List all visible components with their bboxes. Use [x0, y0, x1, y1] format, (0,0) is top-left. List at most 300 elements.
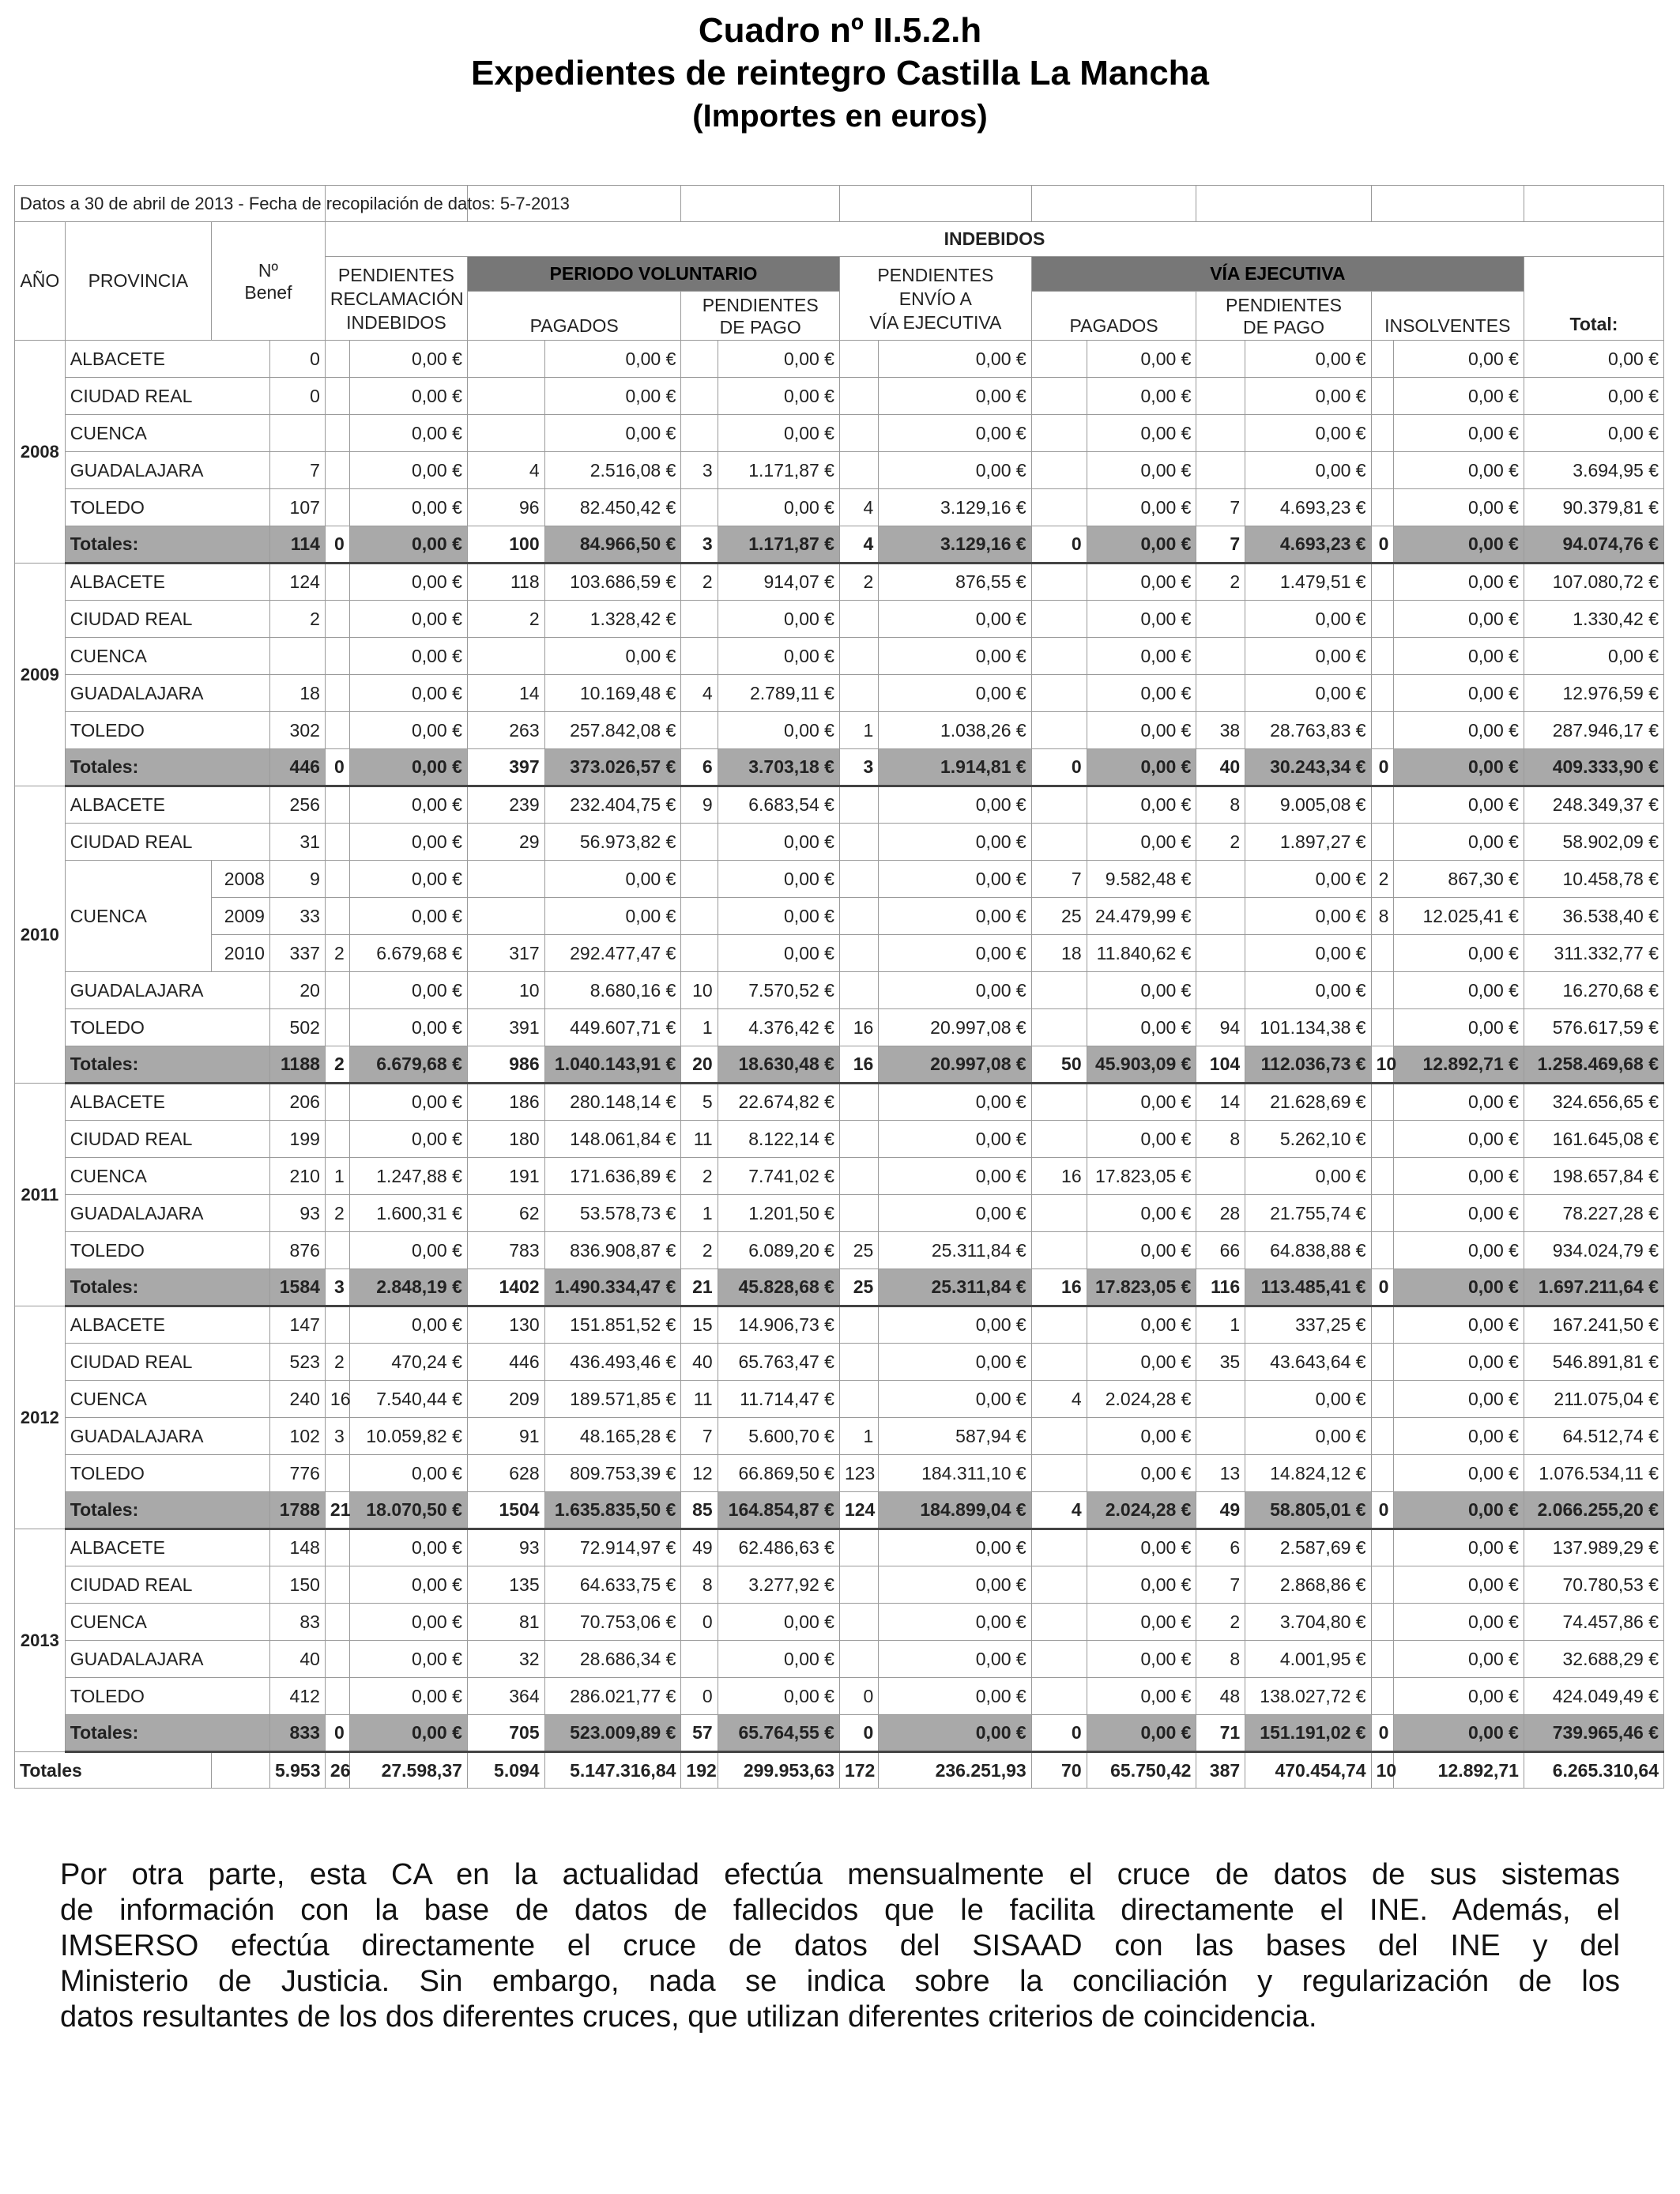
year-totals-row [15, 1269, 1664, 1306]
totals-nbenef-cell: 1188 [269, 1046, 325, 1084]
pend-recl-count-cell [325, 861, 349, 898]
pend-pago-ve-count-cell: 7 [1196, 1566, 1245, 1604]
totals-pend-recl-amount: 18.070,50 € [349, 1492, 467, 1529]
row-total-cell: 16.270,68 € [1524, 972, 1663, 1009]
table-row [15, 1418, 1664, 1455]
pend-recl-amount-cell: 0,00 € [349, 489, 467, 526]
totals-pend-envio-count: 0 [839, 1715, 878, 1752]
pend-envio-amount-cell: 0,00 € [879, 1306, 1031, 1344]
pend-pago-ve-amount-cell: 0,00 € [1245, 861, 1371, 898]
insolventes-amount-cell: 0,00 € [1394, 1455, 1524, 1492]
row-total-cell: 576.617,59 € [1524, 1009, 1663, 1046]
pend-recl-count-cell [325, 415, 349, 452]
insolventes-amount-cell: 0,00 € [1394, 638, 1524, 675]
insolventes-amount-cell: 0,00 € [1394, 564, 1524, 601]
insolventes-amount-cell: 0,00 € [1394, 972, 1524, 1009]
totals-pagados-count: 705 [467, 1715, 544, 1752]
pend-envio-amount-cell: 0,00 € [879, 675, 1031, 712]
insolventes-amount-cell: 0,00 € [1394, 601, 1524, 638]
nbenef-cell: 102 [269, 1418, 325, 1455]
insolventes-count-cell [1371, 712, 1394, 749]
pend-pago-ve-amount-cell: 0,00 € [1245, 675, 1371, 712]
row-total-cell: 287.946,17 € [1524, 712, 1663, 749]
insolventes-count-cell [1371, 824, 1394, 861]
pend-pago-count-cell: 0 [681, 1678, 718, 1715]
pend-pago-count-cell [681, 861, 718, 898]
insolventes-amount-cell: 0,00 € [1394, 1344, 1524, 1381]
totals-insolventes-amount: 0,00 € [1394, 1269, 1524, 1306]
pend-recl-count-cell: 2 [325, 1195, 349, 1232]
insolventes-amount-cell: 0,00 € [1394, 1418, 1524, 1455]
col-header-nbenef-l1: Nº [258, 259, 278, 281]
totals-pend-envio-count: 4 [839, 526, 878, 564]
nbenef-cell [269, 415, 325, 452]
table-row [15, 341, 1664, 378]
pend-recl-count-cell [325, 452, 349, 489]
row-total-cell: 546.891,81 € [1524, 1344, 1663, 1381]
pend-recl-amount-cell: 0,00 € [349, 1566, 467, 1604]
page-subtitle: Expedientes de reintegro Castilla La Mancha [470, 54, 1210, 92]
province-cell: CUENCA [65, 638, 269, 675]
pagados-count-cell: 191 [467, 1158, 544, 1195]
pend-pago-amount-cell: 11.714,47 € [718, 1381, 839, 1418]
pend-recl-count-cell [325, 1455, 349, 1492]
totals-pend-pago-amount: 3.703,18 € [718, 749, 839, 786]
grand-pagados-ve-amount: 65.750,42 [1087, 1752, 1196, 1789]
row-total-cell: 0,00 € [1524, 378, 1663, 415]
pend-pago-ve-count-cell [1196, 1381, 1245, 1418]
province-cell: CUENCA [65, 1158, 269, 1195]
insolventes-count-cell [1371, 786, 1394, 824]
pend-recl-amount-cell: 0,00 € [349, 861, 467, 898]
pend-pago-count-cell: 8 [681, 1566, 718, 1604]
pagados-ve-count-cell [1031, 824, 1087, 861]
pend-recl-amount-cell: 0,00 € [349, 341, 467, 378]
table-row [15, 1566, 1664, 1604]
province-cell: GUADALAJARA [65, 675, 269, 712]
pend-pago-amount-cell: 2.789,11 € [718, 675, 839, 712]
totals-pend-recl-count: 0 [325, 526, 349, 564]
row-total-cell: 211.075,04 € [1524, 1381, 1663, 1418]
pagados-count-cell: 186 [467, 1084, 544, 1121]
totals-insolventes-amount: 0,00 € [1394, 1492, 1524, 1529]
pagados-ve-count-cell [1031, 1232, 1087, 1269]
table-row [15, 601, 1664, 638]
pagados-amount-cell: 70.753,06 € [544, 1604, 681, 1641]
page-title: Cuadro nº II.5.2.h [698, 11, 982, 50]
totals-pend-pago-count: 20 [681, 1046, 718, 1084]
pagados-amount-cell: 72.914,97 € [544, 1529, 681, 1566]
row-total-cell: 74.457,86 € [1524, 1604, 1663, 1641]
pend-recl-count-cell [325, 786, 349, 824]
col-header-pend-envio-l3: VÍA EJECUTIVA [869, 311, 1002, 333]
pend-pago-count-cell: 1 [681, 1195, 718, 1232]
pend-envio-amount-cell: 0,00 € [879, 1529, 1031, 1566]
nbenef-cell: 206 [269, 1084, 325, 1121]
pend-pago-ve-amount-cell: 5.262,10 € [1245, 1121, 1371, 1158]
pagados-amount-cell: 103.686,59 € [544, 564, 681, 601]
table-row [15, 1084, 1664, 1121]
nbenef-cell: 776 [269, 1455, 325, 1492]
pend-pago-ve-count-cell [1196, 675, 1245, 712]
col-header-pend-pago [681, 292, 840, 341]
pagados-amount-cell: 436.493,46 € [544, 1344, 681, 1381]
nbenef-cell: 502 [269, 1009, 325, 1046]
pend-pago-count-cell: 0 [681, 1604, 718, 1641]
pend-pago-count-cell [681, 341, 718, 378]
pend-pago-amount-cell: 914,07 € [718, 564, 839, 601]
pend-envio-count-cell [839, 786, 878, 824]
table-row [15, 712, 1664, 749]
pend-pago-ve-count-cell [1196, 935, 1245, 972]
pagados-count-cell [467, 898, 544, 935]
pagados-count-cell: 10 [467, 972, 544, 1009]
pend-recl-count-cell [325, 489, 349, 526]
pagados-amount-cell: 171.636,89 € [544, 1158, 681, 1195]
insolventes-amount-cell: 0,00 € [1394, 452, 1524, 489]
pend-pago-amount-cell: 22.674,82 € [718, 1084, 839, 1121]
pend-pago-amount-cell: 0,00 € [718, 712, 839, 749]
col-header-nbenef [211, 222, 325, 341]
pend-envio-count-cell [839, 341, 878, 378]
pend-envio-amount-cell: 0,00 € [879, 1121, 1031, 1158]
totals-pend-pago-ve-count: 104 [1196, 1046, 1245, 1084]
pagados-ve-count-cell: 4 [1031, 1381, 1087, 1418]
totals-pagados-count: 986 [467, 1046, 544, 1084]
nbenef-cell: 210 [269, 1158, 325, 1195]
pend-envio-amount-cell: 0,00 € [879, 341, 1031, 378]
totals-pagados-ve-amount: 45.903,09 € [1087, 1046, 1196, 1084]
table-row [15, 1641, 1664, 1678]
insolventes-amount-cell: 0,00 € [1394, 1529, 1524, 1566]
nbenef-cell: 107 [269, 489, 325, 526]
insolventes-amount-cell: 0,00 € [1394, 341, 1524, 378]
col-header-total: Total: [1524, 257, 1663, 341]
province-cell: CUENCA [65, 861, 211, 972]
pend-envio-count-cell [839, 935, 878, 972]
pagados-count-cell: 62 [467, 1195, 544, 1232]
col-header-pagados: PAGADOS [467, 292, 681, 341]
insolventes-count-cell [1371, 1455, 1394, 1492]
totals-pend-pago-ve-count: 7 [1196, 526, 1245, 564]
pend-recl-amount-cell: 0,00 € [349, 601, 467, 638]
insolventes-count-cell [1371, 1678, 1394, 1715]
totals-pagados-ve-count: 0 [1031, 1715, 1087, 1752]
insolventes-amount-cell: 0,00 € [1394, 1566, 1524, 1604]
subyear-cell: 2008 [211, 861, 269, 898]
province-cell: TOLEDO [65, 1455, 269, 1492]
pagados-ve-count-cell [1031, 675, 1087, 712]
col-header-nbenef-l2: Benef [244, 281, 292, 303]
pend-recl-count-cell [325, 378, 349, 415]
col-header-periodo-voluntario: PERIODO VOLUNTARIO [467, 257, 839, 292]
province-cell: ALBACETE [65, 1084, 269, 1121]
insolventes-count-cell [1371, 452, 1394, 489]
totals-nbenef-cell: 114 [269, 526, 325, 564]
pagados-ve-amount-cell: 11.840,62 € [1087, 935, 1196, 972]
pend-pago-amount-cell: 5.600,70 € [718, 1418, 839, 1455]
pagados-amount-cell: 449.607,71 € [544, 1009, 681, 1046]
pagados-amount-cell: 809.753,39 € [544, 1455, 681, 1492]
totals-pend-recl-count: 3 [325, 1269, 349, 1306]
pend-recl-amount-cell: 0,00 € [349, 564, 467, 601]
insolventes-count-cell [1371, 378, 1394, 415]
grand-pend-envio-count: 172 [839, 1752, 878, 1789]
pend-envio-amount-cell: 0,00 € [879, 638, 1031, 675]
province-cell: TOLEDO [65, 1009, 269, 1046]
province-cell: CUENCA [65, 415, 269, 452]
pagados-amount-cell: 0,00 € [544, 638, 681, 675]
pend-envio-count-cell [839, 452, 878, 489]
insolventes-count-cell [1371, 1195, 1394, 1232]
row-total-cell: 324.656,65 € [1524, 1084, 1663, 1121]
pend-envio-amount-cell: 0,00 € [879, 452, 1031, 489]
totals-pagados-ve-amount: 0,00 € [1087, 1715, 1196, 1752]
insolventes-amount-cell: 0,00 € [1394, 1158, 1524, 1195]
pagados-ve-amount-cell: 0,00 € [1087, 824, 1196, 861]
pagados-ve-count-cell: 18 [1031, 935, 1087, 972]
pagados-count-cell: 81 [467, 1604, 544, 1641]
pend-recl-count-cell [325, 1232, 349, 1269]
pend-recl-count-cell [325, 341, 349, 378]
insolventes-amount-cell: 0,00 € [1394, 1381, 1524, 1418]
totals-pagados-ve-amount: 2.024,28 € [1087, 1492, 1196, 1529]
row-total-cell: 0,00 € [1524, 638, 1663, 675]
province-cell: TOLEDO [65, 1232, 269, 1269]
insolventes-amount-cell: 0,00 € [1394, 1084, 1524, 1121]
row-total-cell: 32.688,29 € [1524, 1641, 1663, 1678]
pend-recl-amount-cell: 0,00 € [349, 378, 467, 415]
pend-pago-ve-amount-cell: 0,00 € [1245, 452, 1371, 489]
pagados-ve-amount-cell: 0,00 € [1087, 1529, 1196, 1566]
table-row [15, 1232, 1664, 1269]
pend-recl-count-cell: 1 [325, 1158, 349, 1195]
pend-pago-count-cell: 15 [681, 1306, 718, 1344]
pend-pago-ve-amount-cell: 0,00 € [1245, 378, 1371, 415]
grand-pagados-count: 5.094 [467, 1752, 544, 1789]
pend-pago-count-cell [681, 935, 718, 972]
insolventes-count-cell [1371, 638, 1394, 675]
pend-recl-count-cell [325, 1009, 349, 1046]
pend-envio-amount-cell: 0,00 € [879, 898, 1031, 935]
pagados-amount-cell: 286.021,77 € [544, 1678, 681, 1715]
table-row [15, 1529, 1664, 1566]
province-cell: CIUDAD REAL [65, 824, 269, 861]
nbenef-cell: 93 [269, 1195, 325, 1232]
pend-pago-ve-count-cell [1196, 638, 1245, 675]
totals-pend-pago-ve-amount: 58.805,01 € [1245, 1492, 1371, 1529]
totals-pend-envio-count: 25 [839, 1269, 878, 1306]
pend-recl-count-cell [325, 1121, 349, 1158]
insolventes-count-cell [1371, 1344, 1394, 1381]
pagados-ve-count-cell [1031, 1641, 1087, 1678]
totals-row-total: 1.697.211,64 € [1524, 1269, 1663, 1306]
table-row [15, 1344, 1664, 1381]
pagados-ve-count-cell [1031, 712, 1087, 749]
insolventes-amount-cell: 0,00 € [1394, 1604, 1524, 1641]
totals-label: Totales: [65, 749, 269, 786]
pend-recl-amount-cell: 0,00 € [349, 638, 467, 675]
pend-pago-ve-count-cell [1196, 601, 1245, 638]
totals-row-total: 739.965,46 € [1524, 1715, 1663, 1752]
row-total-cell: 1.076.534,11 € [1524, 1455, 1663, 1492]
totals-pend-pago-count: 6 [681, 749, 718, 786]
pend-pago-count-cell [681, 824, 718, 861]
province-cell: CUENCA [65, 1604, 269, 1641]
grand-pagados-ve-count: 70 [1031, 1752, 1087, 1789]
pend-pago-ve-count-cell: 2 [1196, 1604, 1245, 1641]
pend-pago-amount-cell: 0,00 € [718, 415, 839, 452]
pagados-count-cell: 91 [467, 1418, 544, 1455]
pend-recl-count-cell [325, 824, 349, 861]
totals-pend-envio-count: 124 [839, 1492, 878, 1529]
totals-label: Totales: [65, 1715, 269, 1752]
pagados-ve-amount-cell: 0,00 € [1087, 1641, 1196, 1678]
pagados-ve-count-cell [1031, 786, 1087, 824]
pend-envio-amount-cell: 0,00 € [879, 1641, 1031, 1678]
row-total-cell: 10.458,78 € [1524, 861, 1663, 898]
nbenef-cell: 18 [269, 675, 325, 712]
insolventes-count-cell [1371, 564, 1394, 601]
pend-pago-amount-cell: 6.683,54 € [718, 786, 839, 824]
pend-envio-amount-cell: 0,00 € [879, 1084, 1031, 1121]
pagados-ve-count-cell [1031, 1566, 1087, 1604]
pend-pago-ve-count-cell: 14 [1196, 1084, 1245, 1121]
totals-pend-pago-ve-amount: 113.485,41 € [1245, 1269, 1371, 1306]
totals-nbenef-cell: 1788 [269, 1492, 325, 1529]
pend-pago-ve-count-cell [1196, 341, 1245, 378]
nbenef-cell: 302 [269, 712, 325, 749]
pend-recl-amount-cell: 6.679,68 € [349, 935, 467, 972]
pend-pago-amount-cell: 0,00 € [718, 824, 839, 861]
pend-pago-ve-amount-cell: 4.693,23 € [1245, 489, 1371, 526]
table-row [15, 638, 1664, 675]
pagados-count-cell: 4 [467, 452, 544, 489]
nbenef-cell: 412 [269, 1678, 325, 1715]
body-paragraph [60, 1857, 1620, 2035]
pagados-amount-cell: 10.169,48 € [544, 675, 681, 712]
table-row [15, 786, 1664, 824]
insolventes-count-cell [1371, 1121, 1394, 1158]
pend-pago-count-cell: 11 [681, 1121, 718, 1158]
year-totals-row [15, 526, 1664, 564]
pend-pago-ve-count-cell: 48 [1196, 1678, 1245, 1715]
pagados-ve-amount-cell: 0,00 € [1087, 489, 1196, 526]
nbenef-cell: 337 [269, 935, 325, 972]
pend-pago-ve-count-cell: 8 [1196, 786, 1245, 824]
province-cell: CIUDAD REAL [65, 378, 269, 415]
insolventes-count-cell: 2 [1371, 861, 1394, 898]
province-cell: GUADALAJARA [65, 452, 269, 489]
pend-pago-amount-cell: 0,00 € [718, 489, 839, 526]
pagados-ve-count-cell [1031, 1084, 1087, 1121]
pagados-amount-cell: 151.851,52 € [544, 1306, 681, 1344]
pagados-amount-cell: 0,00 € [544, 341, 681, 378]
insolventes-count-cell [1371, 1232, 1394, 1269]
grand-pend-pago-count: 192 [681, 1752, 718, 1789]
pagados-ve-count-cell [1031, 1009, 1087, 1046]
pend-pago-amount-cell: 0,00 € [718, 861, 839, 898]
grand-pend-recl-count: 26 [325, 1752, 349, 1789]
insolventes-amount-cell: 0,00 € [1394, 1121, 1524, 1158]
pend-pago-count-cell: 12 [681, 1455, 718, 1492]
pend-pago-count-cell: 7 [681, 1418, 718, 1455]
year-cell: 2013 [15, 1529, 66, 1752]
pend-envio-amount-cell: 0,00 € [879, 1381, 1031, 1418]
pend-pago-count-cell [681, 712, 718, 749]
pend-envio-count-cell: 25 [839, 1232, 878, 1269]
pend-pago-ve-count-cell: 38 [1196, 712, 1245, 749]
year-cell: 2011 [15, 1084, 66, 1306]
insolventes-count-cell [1371, 1418, 1394, 1455]
col-header-pend-pago-l1: PENDIENTES [702, 294, 819, 315]
pend-recl-amount-cell: 0,00 € [349, 824, 467, 861]
grand-totals-nbenef: 5.953 [269, 1752, 325, 1789]
pend-recl-count-cell [325, 1641, 349, 1678]
totals-pagados-ve-count: 0 [1031, 749, 1087, 786]
grand-pend-envio-amount: 236.251,93 [879, 1752, 1031, 1789]
nbenef-cell: 240 [269, 1381, 325, 1418]
pend-recl-count-cell [325, 1604, 349, 1641]
pagados-ve-count-cell [1031, 415, 1087, 452]
pend-pago-ve-amount-cell: 64.838,88 € [1245, 1232, 1371, 1269]
province-cell: ALBACETE [65, 564, 269, 601]
pend-pago-count-cell: 5 [681, 1084, 718, 1121]
insolventes-amount-cell: 0,00 € [1394, 1195, 1524, 1232]
pend-envio-count-cell: 2 [839, 564, 878, 601]
totals-pagados-count: 1402 [467, 1269, 544, 1306]
row-total-cell: 0,00 € [1524, 415, 1663, 452]
totals-pend-recl-amount: 0,00 € [349, 749, 467, 786]
totals-pend-pago-ve-count: 49 [1196, 1492, 1245, 1529]
totals-pend-recl-count: 0 [325, 1715, 349, 1752]
pend-pago-amount-cell: 0,00 € [718, 1604, 839, 1641]
totals-insolventes-count: 10 [1371, 1046, 1394, 1084]
pend-recl-amount-cell: 0,00 € [349, 1678, 467, 1715]
pend-pago-count-cell [681, 638, 718, 675]
pagados-count-cell: 364 [467, 1678, 544, 1715]
pagados-count-cell [467, 415, 544, 452]
reintegro-table [14, 185, 1664, 1789]
pend-pago-amount-cell: 0,00 € [718, 601, 839, 638]
insolventes-count-cell [1371, 1009, 1394, 1046]
insolventes-count-cell [1371, 675, 1394, 712]
totals-pend-pago-count: 85 [681, 1492, 718, 1529]
province-cell: ALBACETE [65, 1529, 269, 1566]
pend-pago-ve-amount-cell: 28.763,83 € [1245, 712, 1371, 749]
pend-recl-amount-cell: 0,00 € [349, 972, 467, 1009]
row-total-cell: 424.049,49 € [1524, 1678, 1663, 1715]
pend-pago-amount-cell: 1.171,87 € [718, 452, 839, 489]
pend-envio-count-cell [839, 638, 878, 675]
pend-recl-amount-cell: 0,00 € [349, 1455, 467, 1492]
year-totals-row [15, 1715, 1664, 1752]
pend-envio-amount-cell: 0,00 € [879, 1604, 1031, 1641]
province-cell: CUENCA [65, 1381, 269, 1418]
pend-envio-count-cell [839, 824, 878, 861]
totals-pend-pago-ve-amount: 112.036,73 € [1245, 1046, 1371, 1084]
pend-envio-amount-cell: 0,00 € [879, 972, 1031, 1009]
totals-pend-pago-amount: 18.630,48 € [718, 1046, 839, 1084]
insolventes-amount-cell: 0,00 € [1394, 786, 1524, 824]
pend-recl-amount-cell: 0,00 € [349, 1121, 467, 1158]
row-total-cell: 248.349,37 € [1524, 786, 1663, 824]
pend-pago-ve-amount-cell: 0,00 € [1245, 415, 1371, 452]
insolventes-count-cell [1371, 972, 1394, 1009]
insolventes-amount-cell: 0,00 € [1394, 1641, 1524, 1678]
table-row [15, 972, 1664, 1009]
nbenef-cell: 0 [269, 341, 325, 378]
